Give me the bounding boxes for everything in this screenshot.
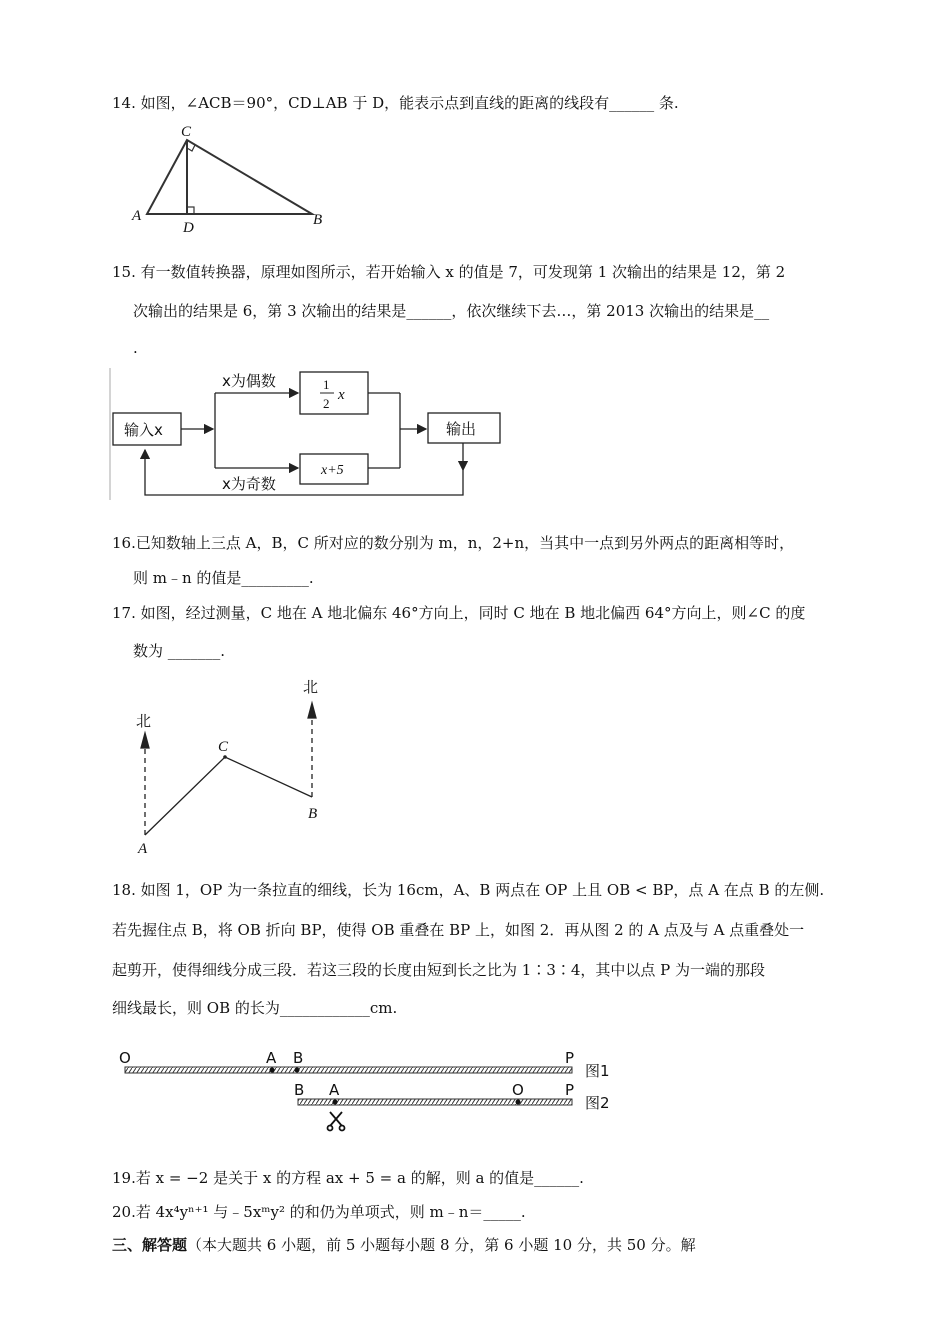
question-15-line1: 15. 有一数值转换器，原理如图所示，若开始输入 x 的值是 7，可发现第 1 次输出的结果是 12，第 2 [112,263,786,281]
question-18-line4: 细线最长，则 OB 的长为____________cm. [112,999,398,1017]
question-16-line2: 则 m﹣n 的值是_________. [133,569,314,587]
question-17-line2: 数为 _______. [133,642,226,660]
half-denominator: 2 [323,396,330,411]
question-18-line2: 若先握住点 B，将 OB 折向 BP，使得 OB 重叠在 BP 上，如图 2．再从图 2 的 A 点及与 A 点重叠处一 [112,921,805,939]
label-b: B [313,212,323,228]
question-20: 20.若 4x⁴yⁿ⁺¹ 与﹣5xᵐy² 的和仍为单项式，则 m﹣n＝_____. [112,1203,526,1221]
question-18-line1: 18. 如图 1，OP 为一条拉直的细线，长为 16cm，A、B 两点在 OP 上且 OB < BP，点 A 在点 B 的左侧. [112,881,825,899]
input-label: 输入x [124,421,163,439]
fig2-caption: 图2 [585,1094,610,1112]
section-3-heading [112,1235,696,1255]
string-fig1 [125,1067,572,1073]
fig2-label-b: B [294,1081,305,1099]
label-a: A [132,208,142,224]
label-b: B [308,806,318,822]
label-d: D [183,220,194,236]
fig1-label-p: P [565,1049,575,1067]
question-17-line1: 17. 如图，经过测量，C 地在 A 地北偏东 46°方向上，同时 C 地在 B 地北偏西 64°方向上，则∠C 的度 [112,604,806,622]
section-3-description: （本大题共 6 小题，前 5 小题每小题 8 分，第 6 小题 10 分，共 50 分。解 [187,1236,696,1254]
fig2-label-p: P [565,1081,575,1099]
fig1-label-a: A [266,1049,277,1067]
fig2-label-o: O [512,1081,524,1099]
question-16-line1: 16.已知数轴上三点 A，B，C 所对应的数分别为 m，n，2+n，当其中一点到另外两点的距离相等时， [112,534,795,552]
half-numerator: 1 [323,377,330,392]
question-19: 19.若 x = −2 是关于 x 的方程 ax + 5 = a 的解，则 a 的值是______. [112,1169,584,1187]
question-15-line3: . [133,339,138,357]
label-c: C [181,124,192,140]
label-c: C [218,739,229,755]
fig1-label-b: B [293,1049,304,1067]
section-3-title: 三、解答题 [112,1236,188,1254]
even-label: x为偶数 [222,372,276,390]
scissors-icon [328,1112,345,1131]
string-fig2 [298,1099,572,1105]
north-label-a: 北 [136,712,152,730]
fig1-label-o: O [119,1049,131,1067]
half-variable: x [338,387,345,403]
fig2-label-a: A [329,1081,340,1099]
fig1-caption: 图1 [585,1062,610,1080]
question-18-line3: 起剪开，使得细线分成三段．若这三段的长度由短到长之比为 1∶3∶4，其中以点 P 为一端的那段 [112,961,766,979]
question-15-line2: 次输出的结果是 6，第 3 次输出的结果是______，依次继续下去…，第 2013 次输出的结果是__ [133,302,770,320]
question-14: 14. 如图，∠ACB＝90°，CD⊥AB 于 D，能表示点到直线的距离的线段有______ 条. [112,94,679,112]
label-a: A [138,841,148,857]
odd-label: x为奇数 [222,475,276,493]
output-label: 输出 [446,420,477,438]
plus5-label: x+5 [321,463,344,478]
north-label-b: 北 [303,678,319,696]
